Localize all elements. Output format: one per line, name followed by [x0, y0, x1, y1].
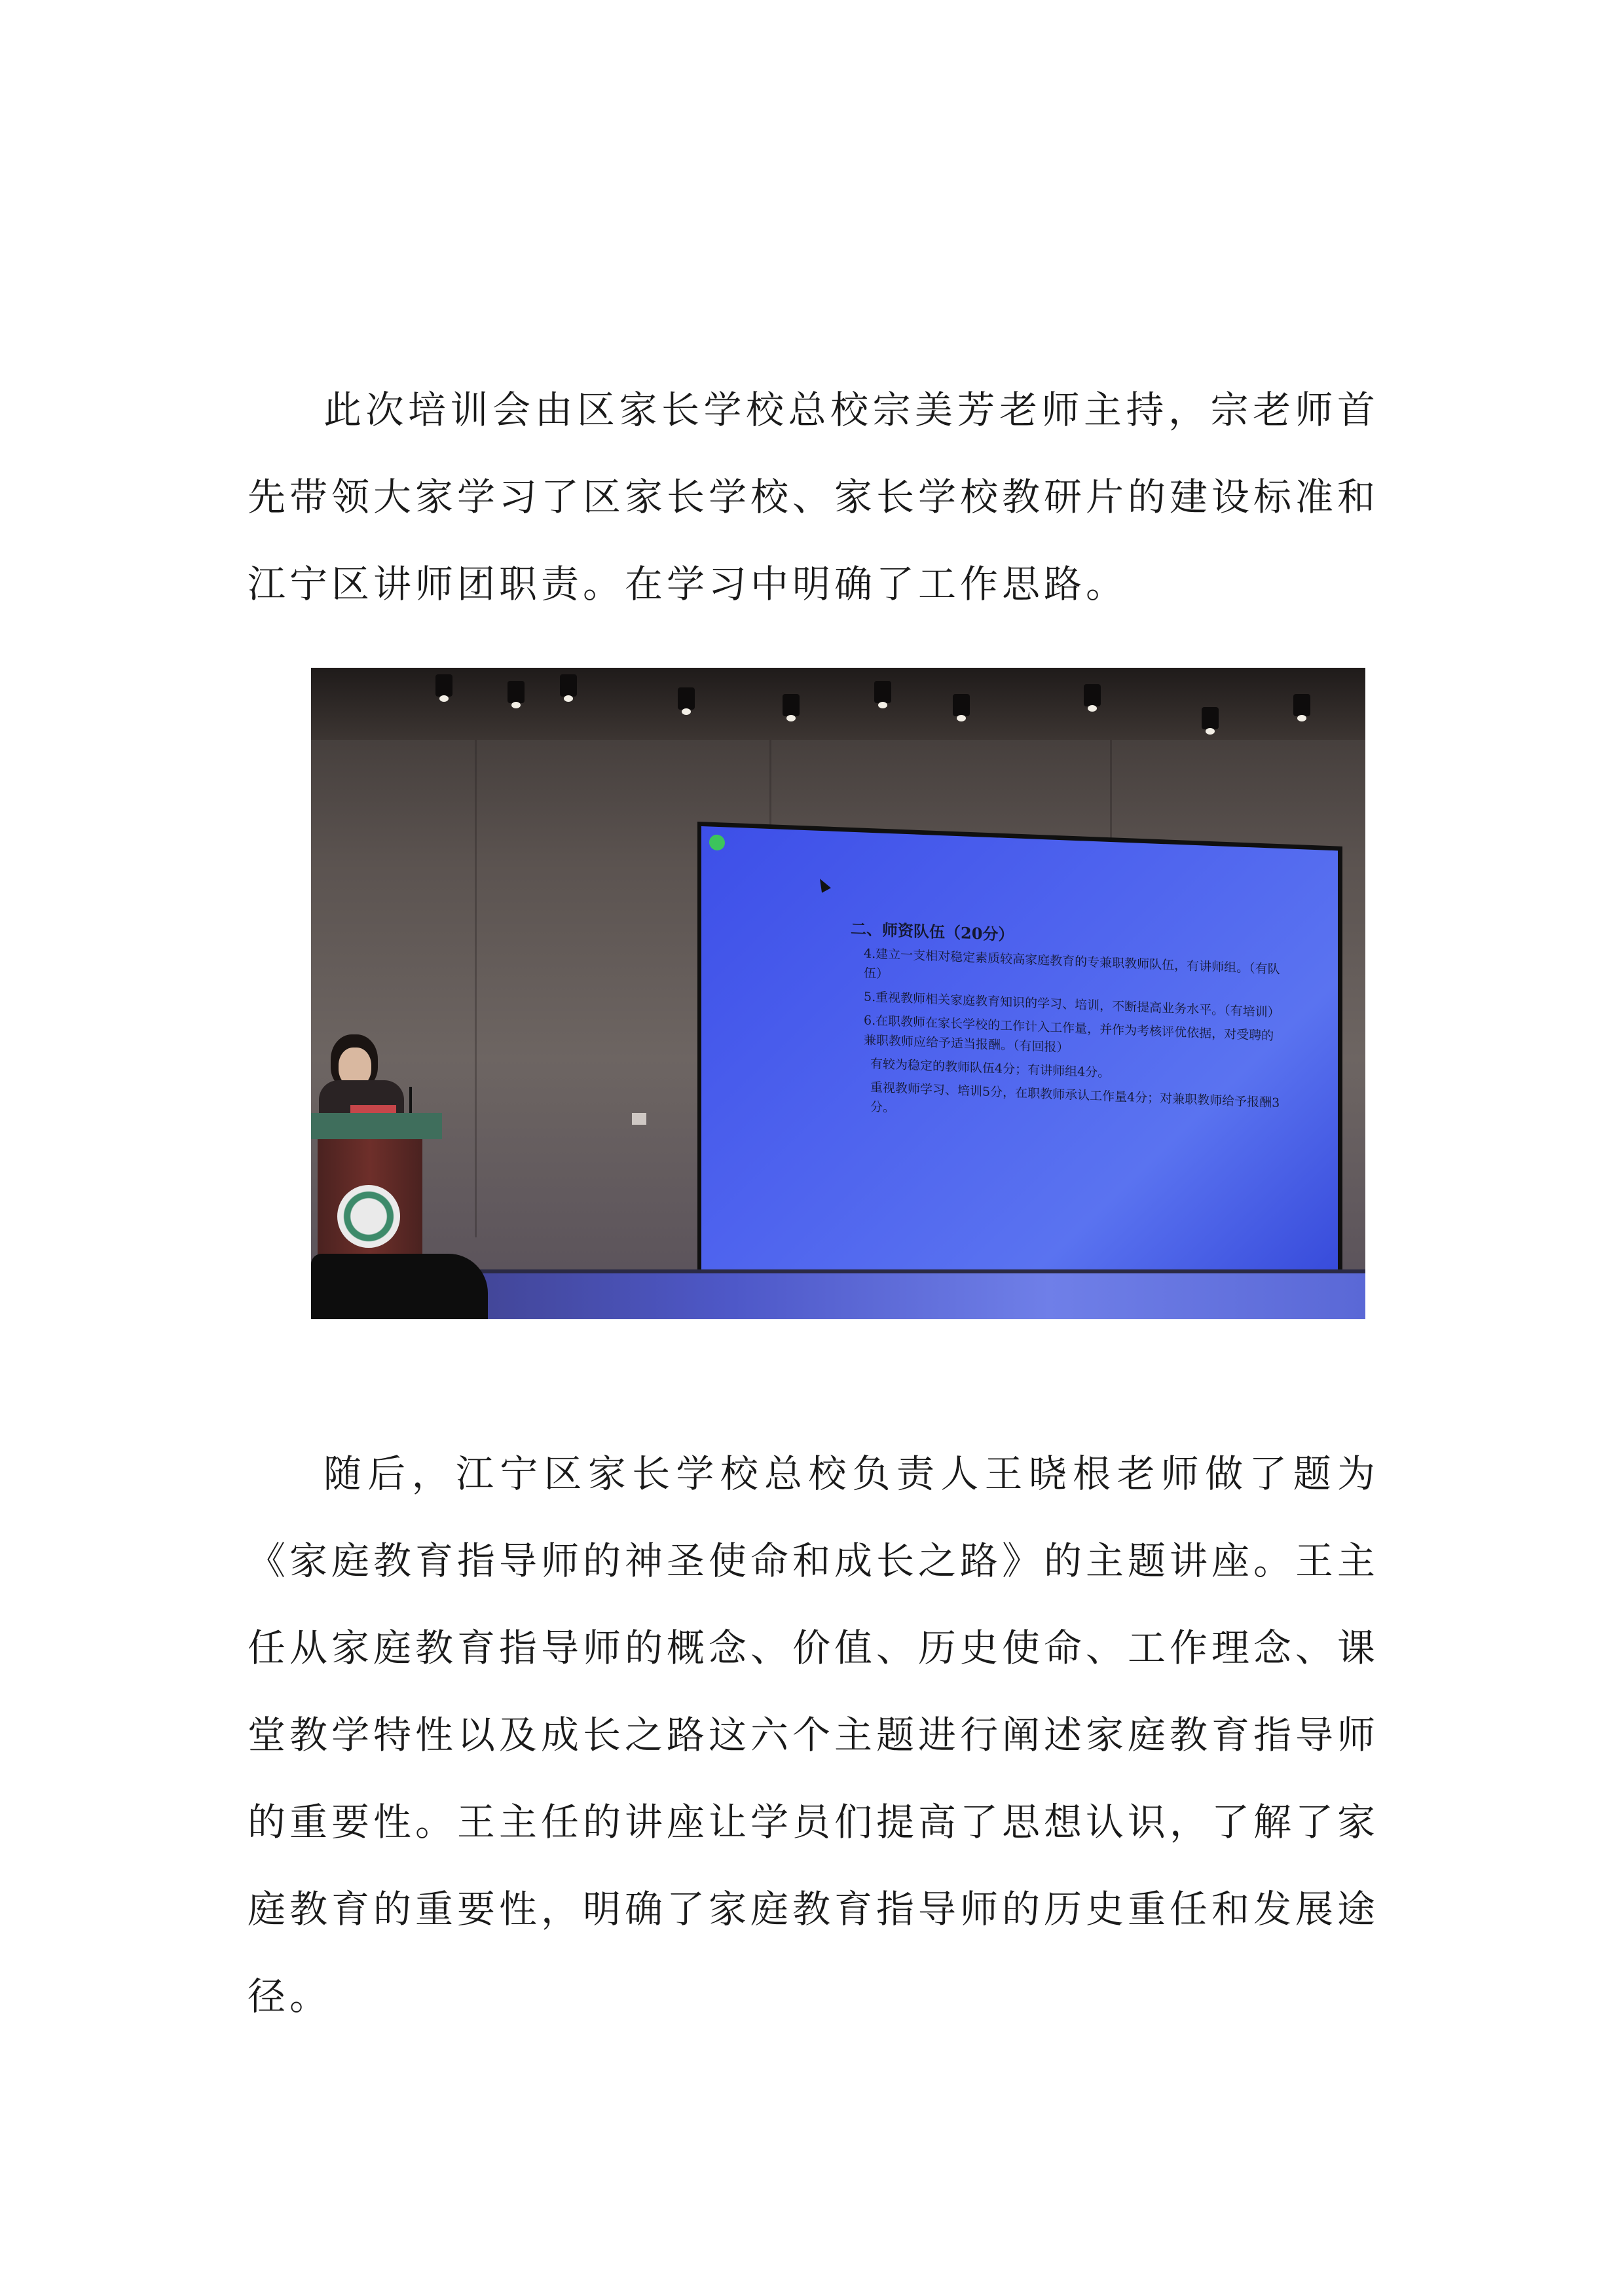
lecture-photo	[311, 668, 1365, 1319]
ceiling-light-icon	[1202, 707, 1219, 729]
slide-item-5: 5.重视教师相关家庭教育知识的学习、培训，不断提高业务水平。（有培训）	[864, 989, 1280, 1020]
ceiling-light-icon	[435, 674, 452, 697]
projection-screen	[701, 826, 1338, 1309]
ceiling-light-icon	[953, 694, 970, 716]
slide-indicator-icon	[709, 834, 725, 850]
school-logo-icon	[337, 1185, 400, 1248]
paragraph-host-intro: 此次培训会由区家长学校总校宗美芳老师主持，宗老师首先带领大家学习了区家长学校、家长学校教研片的建设标准和江宁区讲师团职责。在学习中明确了工作思路。	[248, 388, 1380, 606]
mouse-cursor-icon	[815, 877, 831, 893]
paragraph-lecture-summary: 随后，江宁区家长学校总校负责人王晓根老师做了题为《家庭教育指导师的神圣使命和成长之路》的主题讲座。王主任从家庭教育指导师的概念、价值、历史使命、工作理念、课堂教学特性以及成长之路这六个主题进行阐述家庭教育指导师的重要性。王主任的讲座让学员们提高了思想认识，了解了家庭教育的重要性，明确了家庭教育指导师的历史重任和发展途径。	[248, 1451, 1380, 2018]
ceiling-light-icon	[1293, 694, 1310, 716]
ceiling-light-icon	[874, 681, 891, 703]
slide-score-2: 重视教师学习、培训5分，在职教师承认工作量4分；对兼职教师给予报酬3分。	[870, 1080, 1280, 1116]
slide-title: 二、师资队伍（20分）	[851, 919, 1014, 945]
slide-score-1: 有较为稳定的教师队伍4分；有讲师组4分。	[870, 1056, 1111, 1080]
ceiling-light-icon	[783, 694, 800, 716]
ceiling-light-icon	[560, 674, 577, 697]
stage-monitor-speaker	[311, 1254, 488, 1319]
wall-panel-line	[475, 740, 477, 1237]
ceiling-light-icon	[507, 681, 525, 703]
slide-item-6: 6.在职教师在家长学校的工作计入工作量，并作为考核评优依据，对受聘的兼职教师应给予适当报酬。（有回报）	[864, 1013, 1274, 1055]
slide-content	[851, 918, 1283, 1137]
ceiling-light-icon	[678, 687, 695, 710]
podium-top	[311, 1113, 442, 1139]
ceiling-light-icon	[1084, 684, 1101, 706]
wall-socket	[632, 1113, 646, 1125]
slide-item-4: 4.建立一支相对稳定素质较高家庭教育的专兼职教师队伍，有讲师组。（有队伍）	[864, 946, 1280, 981]
